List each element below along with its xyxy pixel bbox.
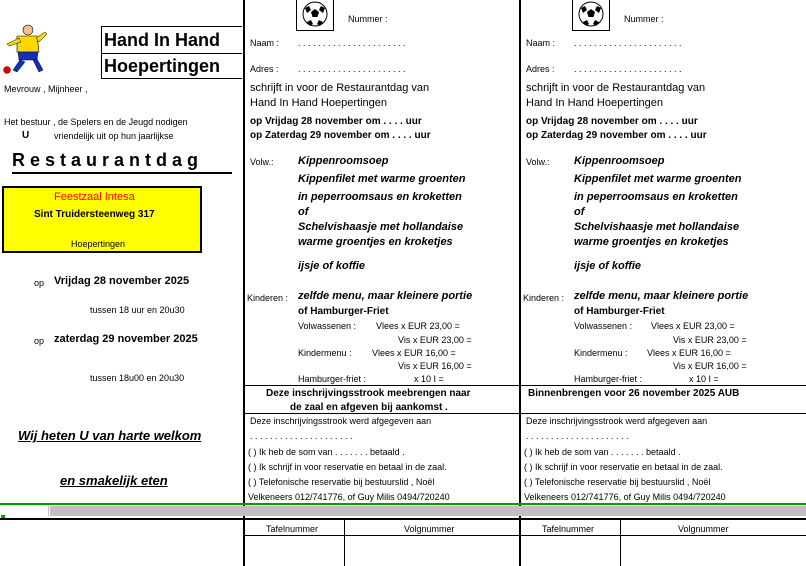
adres-label: Adres : bbox=[250, 64, 279, 74]
venue-box bbox=[2, 186, 202, 253]
soccer-ball-icon bbox=[572, 0, 610, 31]
volwassenen-label: Volwassenen : bbox=[574, 321, 633, 331]
option-phone[interactable]: ( ) Telefonische reservatie bij bestuurslid , Noël bbox=[524, 477, 711, 487]
vis-adult-price: Vis x EUR 23,00 = bbox=[673, 335, 747, 345]
menu-line-3: in peperroomsaus en kroketten bbox=[574, 191, 738, 203]
menu-line-6: warme groentjes en kroketjes bbox=[298, 236, 453, 248]
soccer-player-image bbox=[3, 24, 49, 78]
naam-label: Naam : bbox=[526, 38, 556, 48]
invite-line-2: vriendelijk uit op hun jaarlijkse bbox=[54, 131, 174, 141]
inschrijf-line-2: Hand In Hand Hoepertingen bbox=[250, 97, 387, 109]
volg-header: Volgnummer bbox=[678, 524, 729, 534]
menu-line-4: of bbox=[574, 206, 585, 218]
hamburger-price: x 10 I = bbox=[689, 374, 719, 384]
meebreng-line-1: Deze inschrijvingsstrook meebrengen naar bbox=[266, 388, 471, 399]
kinderen-label: Kinderen : bbox=[247, 293, 289, 303]
venue-street: Sint Truidersteenweg 317 bbox=[34, 209, 155, 220]
afgegeven-dots[interactable]: . . . . . . . . . . . . . . . . . . . . . bbox=[250, 431, 353, 441]
venue-town: Hoepertingen bbox=[71, 239, 126, 249]
menu-line-2: Kippenfilet met warme groenten bbox=[298, 173, 466, 185]
day-1: Vrijdag 28 november 2025 bbox=[54, 275, 190, 287]
hamburger-label: Hamburger-friet : bbox=[298, 374, 367, 384]
opdag-line-1: op Vrijdag 28 november om . . . . uur bbox=[526, 116, 698, 127]
volg-header: Volgnummer bbox=[404, 524, 455, 534]
club-name-line-1: Hand In Hand bbox=[104, 30, 220, 50]
contact-line: Velkeneers 012/741776, of Guy Milis 0494/720240 bbox=[524, 492, 726, 502]
vis-kid-price: Vis x EUR 16,00 = bbox=[398, 361, 472, 371]
club-name-line-2: Hoepertingen bbox=[104, 56, 221, 76]
day-2: zaterdag 29 november 2025 bbox=[54, 333, 198, 345]
menu-line-7: ijsje of koffie bbox=[574, 260, 642, 272]
vlees-adult-price: Vlees x EUR 23,00 = bbox=[651, 321, 735, 331]
menu-line-5: Schelvishaasje met hollandaise bbox=[574, 221, 740, 233]
meebreng-line-2: de zaal en afgeven bij aankomst . bbox=[290, 402, 448, 413]
menu-line-5: Schelvishaasje met hollandaise bbox=[298, 221, 464, 233]
vlees-adult-price: Vlees x EUR 23,00 = bbox=[376, 321, 460, 331]
vlees-kid-price: Vlees x EUR 16,00 = bbox=[372, 348, 456, 358]
op-label-1: op bbox=[34, 278, 45, 288]
slip2-separator-bottom bbox=[521, 413, 806, 414]
invite-line-1: Het bestuur , de Spelers en de Jeugd nodigen bbox=[4, 117, 188, 127]
contact-line: Velkeneers 012/741776, of Guy Milis 0494/720240 bbox=[248, 492, 450, 502]
binnenbreng-text: Binnenbrengen voor 26 november 2025 AUB bbox=[528, 388, 740, 399]
inschrijf-line-1: schrijft in voor de Restaurantdag van bbox=[526, 82, 706, 94]
soccer-ball-icon bbox=[296, 0, 334, 31]
inschrijf-line-1: schrijft in voor de Restaurantdag van bbox=[250, 82, 430, 94]
table-header-line bbox=[244, 535, 806, 536]
event-title: R e s t a u r a n t d a g bbox=[12, 150, 199, 170]
volw-label: Volw.: bbox=[526, 157, 550, 167]
table-divider-2 bbox=[620, 520, 621, 566]
option-pay-at-venue[interactable]: ( ) Ik schrijf in voor reservatie en betaal in de zaal. bbox=[248, 462, 447, 472]
naam-dots[interactable]: . . . . . . . . . . . . . . . . . . . . . . bbox=[574, 38, 682, 48]
afgegeven-text: Deze inschrijvingsstrook werd afgegeven aan bbox=[250, 416, 432, 426]
adres-dots[interactable]: . . . . . . . . . . . . . . . . . . . . . . bbox=[574, 64, 682, 74]
menu-line-1: Kippenroomsoep bbox=[574, 155, 665, 167]
adres-label: Adres : bbox=[526, 64, 555, 74]
opdag-line-2: op Zaterdag 29 november om . . . . uur bbox=[526, 130, 707, 141]
tafel-header: Tafelnummer bbox=[542, 524, 595, 534]
welcome-text: Wij heten U van harte welkom bbox=[18, 428, 202, 443]
kids-line-2: of Hamburger-Friet bbox=[574, 306, 665, 317]
grid-line-bottom bbox=[0, 518, 806, 520]
time-2: tussen 18u00 en 20u30 bbox=[90, 373, 185, 383]
menu-line-7: ijsje of koffie bbox=[298, 260, 366, 272]
hamburger-label: Hamburger-friet : bbox=[574, 374, 643, 384]
enjoy-text: en smakelijk eten bbox=[60, 473, 168, 488]
table-divider-1 bbox=[344, 520, 345, 566]
scroll-strip-left[interactable] bbox=[0, 506, 49, 516]
greeting-text: Mevrouw , Mijnheer , bbox=[4, 84, 88, 94]
menu-line-2: Kippenfilet met warme groenten bbox=[574, 173, 742, 185]
title-frame-bottom bbox=[102, 78, 242, 79]
option-pay-at-venue[interactable]: ( ) Ik schrijf in voor reservatie en betaal in de zaal. bbox=[524, 462, 723, 472]
invite-u: U bbox=[22, 130, 30, 141]
kindermenu-label: Kindermenu : bbox=[574, 348, 628, 358]
kindermenu-label: Kindermenu : bbox=[298, 348, 352, 358]
vis-adult-price: Vis x EUR 23,00 = bbox=[398, 335, 472, 345]
kids-line-1: zelfde menu, maar kleinere portie bbox=[574, 290, 749, 302]
option-paid[interactable]: ( ) Ik heb de som van . . . . . . . betaald . bbox=[248, 447, 405, 457]
event-title-underline bbox=[12, 172, 232, 174]
naam-dots[interactable]: . . . . . . . . . . . . . . . . . . . . . . bbox=[298, 38, 406, 48]
afgegeven-text: Deze inschrijvingsstrook werd afgegeven aan bbox=[526, 416, 708, 426]
nummer-label: Nummer : bbox=[624, 14, 664, 24]
venue-name: Feestzaal Intesa bbox=[54, 191, 135, 203]
kids-line-1: zelfde menu, maar kleinere portie bbox=[298, 290, 473, 302]
time-1: tussen 18 uur en 20u30 bbox=[90, 305, 185, 315]
nummer-label: Nummer : bbox=[348, 14, 388, 24]
tafel-header: Tafelnummer bbox=[266, 524, 319, 534]
title-frame-top bbox=[102, 26, 242, 27]
adres-dots[interactable]: . . . . . . . . . . . . . . . . . . . . . . bbox=[298, 64, 406, 74]
slip1-separator-top bbox=[244, 385, 519, 386]
volwassenen-label: Volwassenen : bbox=[298, 321, 357, 331]
slip2-separator-top bbox=[521, 385, 806, 386]
afgegeven-dots[interactable]: . . . . . . . . . . . . . . . . . . . . . bbox=[526, 431, 629, 441]
vlees-kid-price: Vlees x EUR 16,00 = bbox=[647, 348, 731, 358]
menu-line-3: in peperroomsaus en kroketten bbox=[298, 191, 462, 203]
inschrijf-line-2: Hand In Hand Hoepertingen bbox=[526, 97, 663, 109]
kids-line-2: of Hamburger-Friet bbox=[298, 306, 389, 317]
option-phone[interactable]: ( ) Telefonische reservatie bij bestuurslid , Noël bbox=[248, 477, 435, 487]
volw-label: Volw.: bbox=[250, 157, 274, 167]
divider-left bbox=[243, 0, 245, 566]
naam-label: Naam : bbox=[250, 38, 280, 48]
title-frame-mid bbox=[102, 53, 242, 54]
hamburger-price: x 10 I = bbox=[414, 374, 444, 384]
menu-line-4: of bbox=[298, 206, 309, 218]
title-frame-left bbox=[101, 26, 102, 79]
menu-line-6: warme groentjes en kroketjes bbox=[574, 236, 729, 248]
op-label-2: op bbox=[34, 336, 45, 346]
grid-line-green bbox=[0, 503, 806, 505]
vis-kid-price: Vis x EUR 16,00 = bbox=[673, 361, 747, 371]
opdag-line-2: op Zaterdag 29 november om . . . . uur bbox=[250, 130, 431, 141]
menu-line-1: Kippenroomsoep bbox=[298, 155, 389, 167]
kinderen-label: Kinderen : bbox=[523, 293, 565, 303]
option-paid[interactable]: ( ) Ik heb de som van . . . . . . . betaald . bbox=[524, 447, 681, 457]
opdag-line-1: op Vrijdag 28 november om . . . . uur bbox=[250, 116, 422, 127]
divider-right bbox=[519, 0, 521, 566]
scroll-strip[interactable] bbox=[50, 506, 806, 516]
slip1-separator-bottom bbox=[244, 413, 519, 414]
